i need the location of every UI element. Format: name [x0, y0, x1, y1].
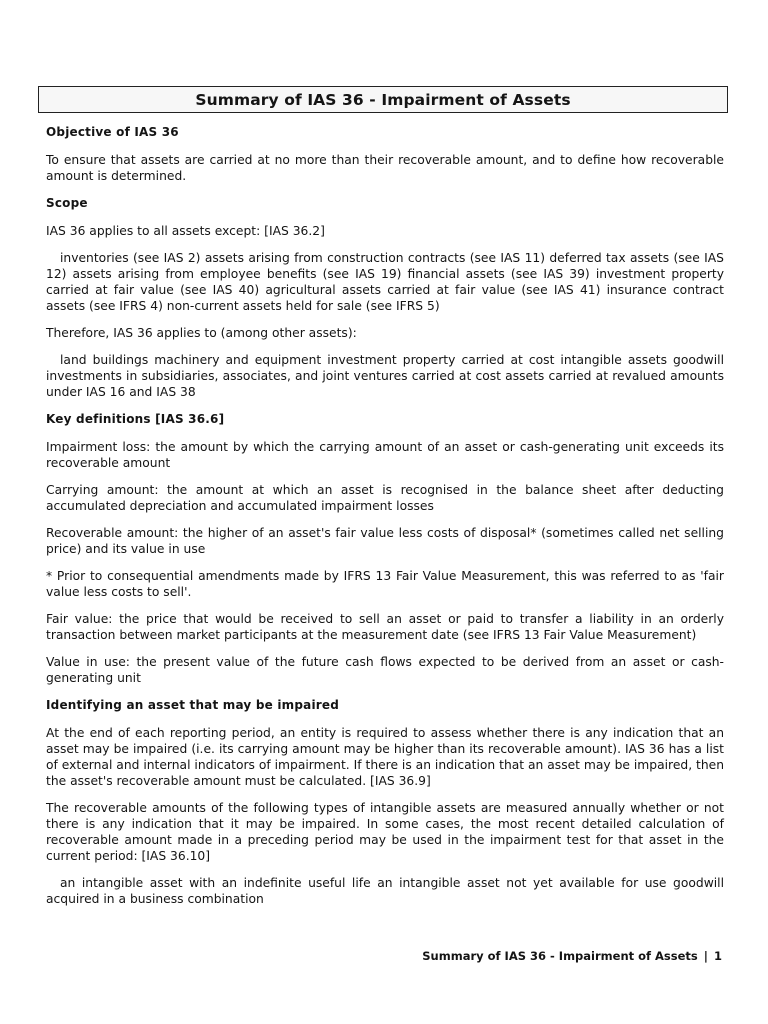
identifying-heading: Identifying an asset that may be impaired: [46, 698, 340, 712]
definition-value-in-use: Value in use: the present value of the future cash flows expected to be derived from an asset or cash-generating unit: [46, 655, 724, 685]
objective-paragraph: To ensure that assets are carried at no more than their recoverable amount, and to define how recoverable amount is determined.: [46, 153, 724, 183]
page-number: 1: [713, 949, 722, 963]
identifying-paragraph-2: The recoverable amounts of the following types of intangible assets are measured annually whether or not there is any indication that it may be impaired. In some cases, the most recent detailed calculation of recoverable amount made in a preceding period may be used in the impairment test for that asset in the current period: [IAS 36.10]: [46, 801, 724, 863]
scope-intro-paragraph: IAS 36 applies to all assets except: [IAS 36.2]: [46, 224, 325, 238]
objective-heading: Objective of IAS 36: [46, 125, 179, 139]
scope-applies-intro: Therefore, IAS 36 applies to (among other assets):: [46, 326, 357, 340]
definition-fair-value: Fair value: the price that would be received to sell an asset or paid to transfer a liability in an orderly transaction between market participants at the measurement date (see IFRS 13 Fair Value Measurement): [46, 612, 724, 642]
definition-carrying-amount: Carrying amount: the amount at which an asset is recognised in the balance sheet after deducting accumulated depreciation and accumulated impairment losses: [46, 483, 724, 513]
document-body: [46, 124, 724, 907]
definition-footnote: * Prior to consequential amendments made by IFRS 13 Fair Value Measurement, this was referred to as 'fair value less costs to sell'.: [46, 569, 724, 599]
page-title: Summary of IAS 36 - Impairment of Assets: [195, 90, 571, 109]
page-footer: [422, 949, 722, 963]
scope-applies-list: land buildings machinery and equipment investment property carried at cost intangible assets goodwill investments in subsidiaries, associates, and joint ventures carried at cost assets carried at revalued amounts under IAS 16 and IAS 38: [46, 353, 724, 399]
identifying-list: an intangible asset with an indefinite useful life an intangible asset not yet available for use goodwill acquired in a business combination: [46, 876, 724, 906]
definition-recoverable-amount: Recoverable amount: the higher of an asset's fair value less costs of disposal* (sometimes called net selling price) and its value in use: [46, 526, 724, 556]
scope-heading: Scope: [46, 196, 88, 210]
identifying-paragraph-1: At the end of each reporting period, an entity is required to assess whether there is any indication that an asset may be impaired (i.e. its carrying amount may be higher than its recoverable amount). IAS 36 has a list of external and internal indicators of impairment. If there is an indication that an asset may be impaired, then the asset's recoverable amount must be calculated. [IAS 36.9]: [46, 726, 724, 788]
definitions-heading: Key definitions [IAS 36.6]: [46, 412, 225, 426]
definition-impairment-loss: Impairment loss: the amount by which the carrying amount of an asset or cash-generating unit exceeds its recoverable amount: [46, 440, 724, 470]
scope-exceptions-list: inventories (see IAS 2) assets arising from construction contracts (see IAS 11) deferred tax assets (see IAS 12) assets arising from employee benefits (see IAS 19) financial assets (see IAS 39) investment property carried at fair value (see IAS 40) agricultural assets carried at fair value (see IAS 41) insurance contract assets (see IFRS 4) non-current assets held for sale (see IFRS 5): [46, 251, 724, 313]
footer-title: Summary of IAS 36 - Impairment of Assets: [422, 949, 698, 963]
footer-separator: |: [703, 949, 708, 963]
title-box: [38, 86, 728, 113]
